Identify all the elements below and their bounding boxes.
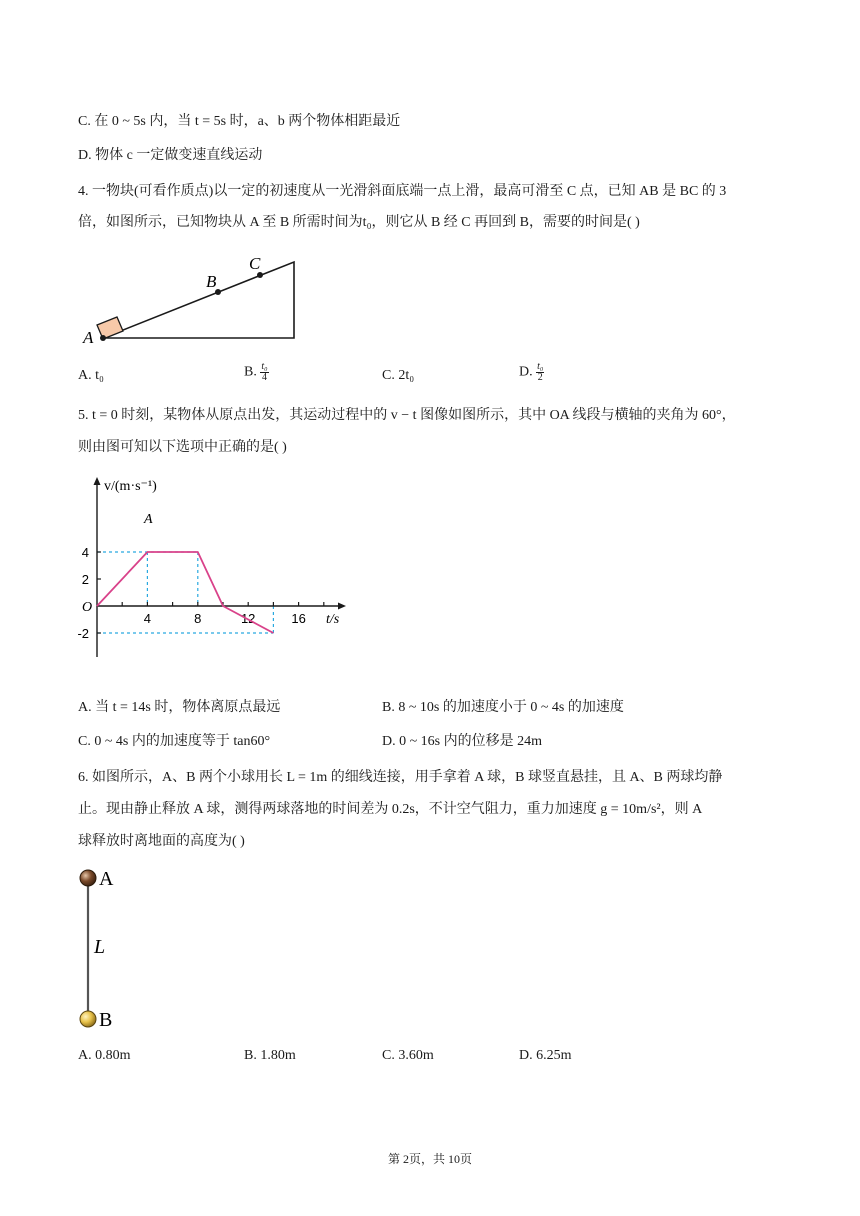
y-tick-label: 4 bbox=[81, 545, 89, 560]
q6-option-a: A. 0.80m bbox=[78, 1048, 131, 1063]
label-c: C bbox=[249, 254, 261, 273]
origin-label: O bbox=[82, 600, 93, 615]
block-icon bbox=[97, 317, 123, 339]
length-label: L bbox=[94, 936, 106, 958]
q6-option-c: C. 3.60m bbox=[382, 1048, 434, 1063]
label-a: A bbox=[83, 328, 94, 347]
x-tick-label: 8 bbox=[194, 611, 202, 626]
q5-option-a: A. 当 t = 14s 时，物体离原点最远 bbox=[78, 700, 281, 715]
x-tick-label: 4 bbox=[143, 611, 152, 626]
q3-option-c: C. 在 0 ~ 5s 内，当 t = 5s 时，a、b 两个物体相距最近 bbox=[78, 114, 401, 129]
q6-stem-line2: 止。现由静止释放 A 球，测得两球落地的时间差为 0.2s，不计空气阻力，重力加速度 g = 10m/s²，则 A bbox=[78, 802, 703, 817]
q4-option-d bbox=[519, 362, 544, 383]
ball-a-label: A bbox=[99, 868, 114, 890]
q6-stem-line1: 6. 如图所示，A、B 两个小球用长 L = 1m 的细线连接，用手拿着 A 球，B 球竖直悬挂，且 A、B 两球均静 bbox=[78, 770, 723, 785]
q5-option-c: C. 0 ~ 4s 内的加速度等于 tan60° bbox=[78, 734, 271, 749]
q5-option-b: B. 8 ~ 10s 的加速度小于 0 ~ 4s 的加速度 bbox=[382, 700, 624, 715]
q5-stem-line2: 则由图可知以下选项中正确的是( ) bbox=[78, 440, 287, 455]
ball-a-icon bbox=[80, 870, 96, 886]
ball-b-label: B bbox=[99, 1009, 113, 1031]
q6-stem-line3: 球释放时离地面的高度为( ) bbox=[78, 834, 245, 849]
q4-option-b-prefix: B. bbox=[244, 364, 257, 380]
ball-b-icon bbox=[80, 1011, 96, 1027]
fraction-denominator: 2 bbox=[537, 372, 543, 383]
q5-stem-line1: 5. t = 0 时刻，某物体从原点出发，其运动过程中的 v − t 图像如图所示，其中 OA 线段与横轴的夹角为 60°， bbox=[78, 408, 736, 423]
fraction-numerator: t₀ bbox=[537, 361, 544, 372]
vt-graph bbox=[78, 472, 358, 682]
y-tick-label: 2 bbox=[81, 572, 89, 587]
q4-option-a: A. t₀ bbox=[78, 368, 104, 383]
q4-incline-figure bbox=[75, 250, 305, 350]
q6-option-d: D. 6.25m bbox=[519, 1048, 572, 1063]
q6-two-balls-figure bbox=[76, 864, 136, 1034]
q4-option-c: C. 2t₀ bbox=[382, 368, 415, 383]
q3-option-d: D. 物体 c 一定做变速直线运动 bbox=[78, 148, 263, 163]
x-axis-label: t/s bbox=[326, 612, 340, 627]
point-a bbox=[100, 335, 106, 341]
q4-stem-line2: 倍，如图所示，已知物块从 A 至 B 所需时间为t₀，则它从 B 经 C 再回到 B，需要的时间是( ) bbox=[78, 215, 640, 230]
y-axis-label: v/(m·s⁻¹) bbox=[104, 479, 157, 494]
incline-triangle bbox=[103, 262, 294, 338]
q6-option-b: B. 1.80m bbox=[244, 1048, 296, 1063]
point-a-label: A bbox=[144, 512, 153, 527]
q4-option-b bbox=[244, 362, 269, 383]
q5-option-d: D. 0 ~ 16s 内的位移是 24m bbox=[382, 734, 543, 749]
fraction-denominator: 4 bbox=[261, 372, 267, 383]
label-b: B bbox=[206, 272, 217, 291]
y-axis-arrow-icon bbox=[94, 477, 101, 485]
page-footer: 第 2页，共 10页 bbox=[387, 1152, 472, 1166]
fraction-numerator: t₀ bbox=[261, 361, 268, 372]
q4-option-b-fraction bbox=[260, 362, 268, 383]
x-axis-arrow-icon bbox=[338, 603, 346, 610]
q4-option-d-fraction bbox=[536, 362, 544, 383]
x-tick-label: 16 bbox=[291, 611, 306, 626]
q4-option-d-prefix: D. bbox=[519, 364, 533, 380]
x-tick-label: 12 bbox=[240, 611, 256, 626]
y-tick-label: -2 bbox=[77, 626, 89, 641]
q4-stem-line1: 4. 一物块(可看作质点)以一定的初速度从一光滑斜面底端一点上滑，最高可滑至 C 点，已知 AB 是 BC 的 3 bbox=[78, 184, 727, 199]
